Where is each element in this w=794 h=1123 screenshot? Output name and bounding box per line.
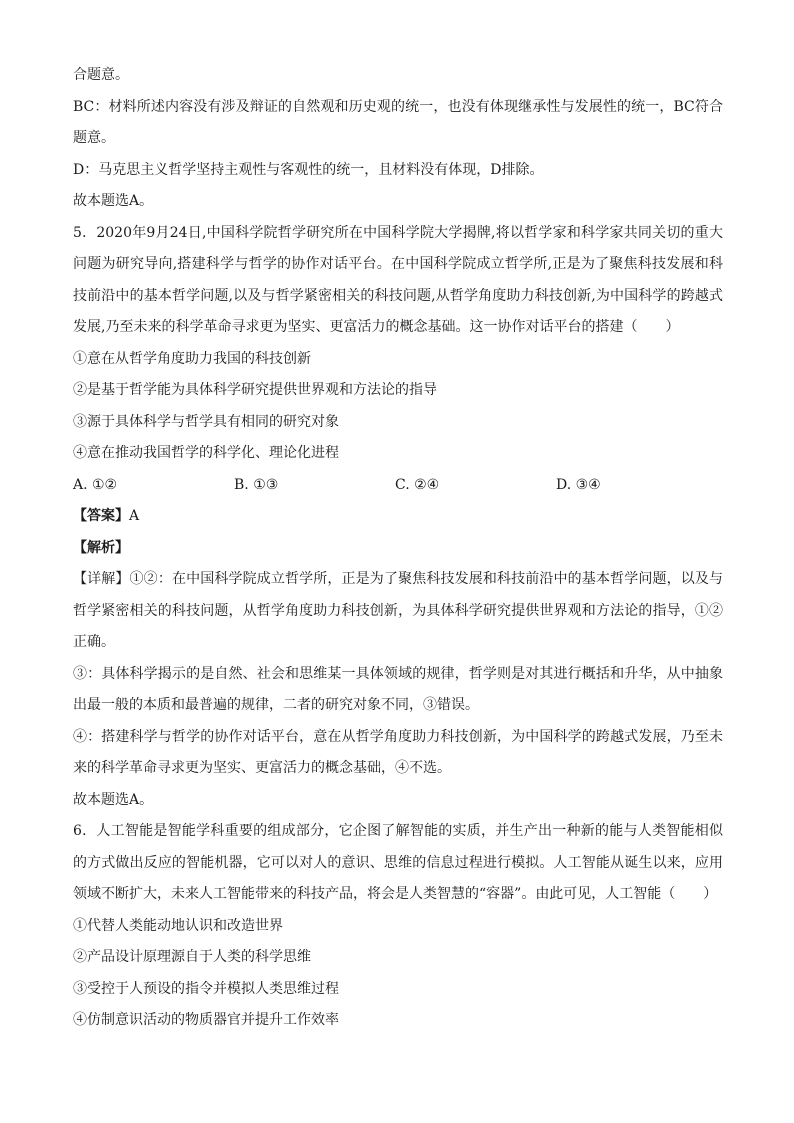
- q5-statement-3: ③源于具体科学与哲学具有相同的研究对象: [73, 413, 339, 430]
- conclusion-q5: 故本题选A。: [73, 791, 154, 808]
- analysis-label: 【解析】: [73, 539, 129, 556]
- q5-answer: [73, 501, 723, 533]
- q5-analysis-heading: [73, 533, 723, 565]
- answer-continuation: 合题意。: [73, 67, 129, 83]
- q6-statement-4: ④仿制意识活动的物质器官并提升工作效率: [73, 1012, 339, 1028]
- q5-option-b: B. ①③: [234, 476, 279, 493]
- answer-value: A: [129, 508, 140, 524]
- q5-detail-3: ③：具体科学揭示的是自然、社会和思维某一具体领域的规律，哲学则是对其进行概括和升华，从中抽象出最一般的本质和最普遍的规律，二者的研究对象不同，③错误。: [73, 665, 723, 713]
- q5-answer-options: [73, 470, 723, 502]
- question-6-stem: 6．人工智能是智能学科重要的组成部分，它企图了解智能的实质，并生产出一种新的能与人类智能相似的方式做出反应的智能机器，它可以对人的意识、思维的信息过程进行模拟。人工智能从诞生以来，应用领域不断扩大，未来人工智能带来的科技产品，将会是人类智慧的“容器”。由此可见，人工智能（ ）: [73, 823, 723, 902]
- q5-statement-2: ②是基于哲学能为具体科学研究提供世界观和方法论的指导: [73, 382, 437, 398]
- q5-detail-4: ④：搭建科学与哲学的协作对话平台，意在从哲学角度助力科技创新，为中国科学的跨越式发展，乃至未来的科学革命寻求更为坚实、更富活力的概念基础，④不选。: [73, 728, 723, 776]
- q5-statement-4: ④意在推动我国哲学的科学化、理论化进程: [73, 445, 339, 461]
- answer-label: 【答案】: [73, 508, 129, 524]
- analysis-option-bc: BC：材料所述内容没有涉及辩证的自然观和历史观的统一，也没有体现继承性与发展性的统一，BC符合题意。: [73, 98, 723, 146]
- q5-statement-1: ①意在从哲学角度助力我国的科技创新: [73, 350, 311, 367]
- document-body: [73, 60, 723, 1037]
- q5-detail-12: [73, 564, 723, 659]
- q6-statement-2: ②产品设计原理源自于人类的科学思维: [73, 949, 311, 965]
- question-5-stem: 5．2020年9月24日,中国科学院哲学研究所在中国科学院大学揭牌,将以哲学家和科学家共同关切的重大问题为研究导向,搭建科学与哲学的协作对话平台。在中国科学院成立哲学所,正是为了聚焦科技发展和科技前沿中的基本哲学问题,以及与哲学紧密相关的科技问题,从哲学角度助力科技创新,为中国科学的跨越式发展,乃至未来的科学革命寻求更为坚实、更富活力的概念基础。这一协作对话平台的搭建（ ）: [73, 224, 723, 335]
- analysis-option-d: D：马克思主义哲学坚持主观性与客观性的统一，且材料没有体现，D排除。: [73, 161, 544, 178]
- detail-label: 【详解】: [73, 571, 130, 587]
- conclusion-q4: 故本题选A。: [73, 193, 154, 209]
- q6-statement-1: ①代替人类能动地认识和改造世界: [73, 917, 283, 934]
- q6-statement-3: ③受控于人预设的指令并模拟人类思维过程: [73, 980, 339, 997]
- q5-option-a: A. ①②: [73, 476, 118, 493]
- detail-text: ①②：在中国科学院成立哲学所，正是为了聚焦科技发展和科技前沿中的基本哲学问题，以及与哲学紧密相关的科技问题，从哲学角度助力科技创新，为具体科学研究提供世界观和方法论的指导，①②正确。: [73, 571, 724, 650]
- q5-option-c: C. ②④: [395, 476, 440, 493]
- q5-option-d: D. ③④: [556, 476, 601, 493]
